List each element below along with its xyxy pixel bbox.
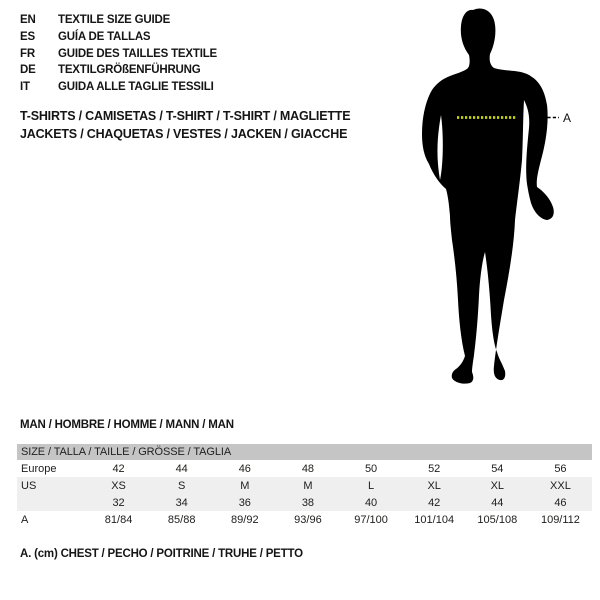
cell: 105/108 xyxy=(477,513,518,526)
language-row-de xyxy=(20,62,217,79)
cell: M xyxy=(240,479,250,492)
cell: 85/88 xyxy=(167,513,196,526)
cell: S xyxy=(178,479,186,492)
cell: 48 xyxy=(301,462,315,475)
language-label: TEXTILE SIZE GUIDE xyxy=(58,14,171,26)
cell: 34 xyxy=(175,496,188,509)
cell: XXL xyxy=(550,479,571,492)
cell: XS xyxy=(111,479,126,492)
category-line-jackets: JACKETS / CHAQUETAS / VESTES / JACKEN / GIACCHE xyxy=(20,126,348,141)
cell: 40 xyxy=(364,496,378,509)
table-row-chest-a xyxy=(17,511,592,528)
row-label xyxy=(17,494,87,511)
language-code: ES xyxy=(20,30,35,43)
man-body-shape xyxy=(422,8,554,383)
language-list xyxy=(20,12,217,96)
cell: 38 xyxy=(301,496,315,509)
cell: M xyxy=(303,479,313,492)
cell: 42 xyxy=(428,496,441,509)
language-code: IT xyxy=(20,81,30,94)
row-label: Europe xyxy=(21,462,57,475)
cell: 46 xyxy=(238,462,251,475)
language-code: EN xyxy=(20,14,36,26)
size-table xyxy=(17,444,592,528)
cell: L xyxy=(368,479,375,492)
cell: 97/100 xyxy=(354,513,388,526)
size-table-header-row xyxy=(17,444,592,460)
cell: 50 xyxy=(364,462,378,475)
cell: 46 xyxy=(554,496,567,509)
section-title-man: MAN / HOMBRE / HOMME / MANN / MAN xyxy=(20,419,234,431)
language-label: GUÍA DE TALLAS xyxy=(58,30,151,43)
cell: 36 xyxy=(238,496,251,509)
cell: 101/104 xyxy=(414,513,455,526)
language-row-en xyxy=(20,12,217,29)
cell: 54 xyxy=(491,462,504,475)
cell: 42 xyxy=(112,462,125,475)
table-row-europe xyxy=(17,460,592,477)
cell: 44 xyxy=(491,496,504,509)
category-line-tshirts: T-SHIRTS / CAMISETAS / T-SHIRT / T-SHIRT / MAGLIETTE xyxy=(20,109,351,123)
language-row-es xyxy=(20,29,217,46)
chest-footnote: A. (cm) CHEST / PECHO / POITRINE / TRUHE / PETTO xyxy=(20,548,303,560)
language-label: TEXTILGRÖßENFÜHRUNG xyxy=(58,64,201,77)
table-row-us-numeric xyxy=(17,494,592,511)
table-row-us xyxy=(17,477,592,494)
language-code: FR xyxy=(20,47,35,60)
cell: 32 xyxy=(112,496,125,509)
category-lines xyxy=(20,108,350,143)
man-silhouette-figure xyxy=(390,0,590,400)
row-label: A xyxy=(21,513,29,526)
cell: 52 xyxy=(428,462,441,475)
cell: 44 xyxy=(175,462,188,475)
cell: 81/84 xyxy=(104,513,133,526)
language-code: DE xyxy=(20,64,36,77)
cell: 109/112 xyxy=(540,513,580,526)
cell: 56 xyxy=(554,462,567,475)
cell: XL xyxy=(490,479,505,492)
language-row-it xyxy=(20,79,217,96)
size-table-header: SIZE / TALLA / TAILLE / GRÖSSE / TAGLIA xyxy=(17,444,592,460)
language-row-fr xyxy=(20,46,217,63)
cell: 89/92 xyxy=(231,513,259,526)
language-label: GUIDA ALLE TAGLIE TESSILI xyxy=(58,81,214,94)
cell: 93/96 xyxy=(294,513,322,526)
language-label: GUIDE DES TAILLES TEXTILE xyxy=(58,47,217,60)
cell: XL xyxy=(427,479,441,492)
row-label: US xyxy=(21,479,37,492)
measure-label-a: A xyxy=(563,111,572,125)
